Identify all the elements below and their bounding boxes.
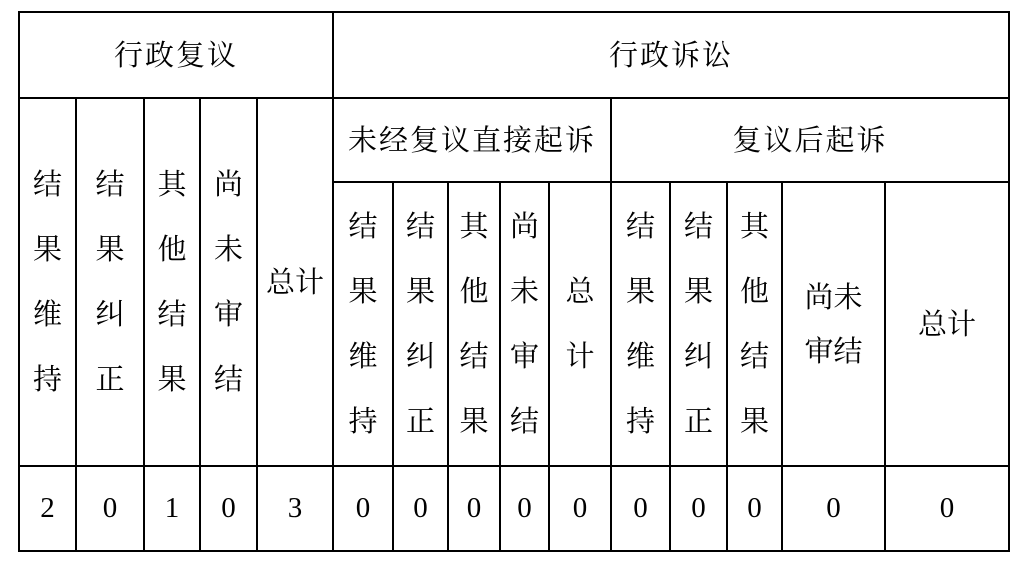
value-cell: 0 [393, 466, 448, 551]
value-cell: 3 [257, 466, 333, 551]
after-review-suit-header: 复议后起诉 [611, 98, 1009, 182]
value-cell: 0 [200, 466, 257, 551]
value-cell: 0 [500, 466, 549, 551]
value-cell: 0 [76, 466, 144, 551]
direct-other-header: 其他结果 [448, 182, 500, 466]
value-cell: 2 [19, 466, 76, 551]
value-cell: 1 [144, 466, 200, 551]
direct-corrected-header: 结果纠正 [393, 182, 448, 466]
value-cell: 0 [549, 466, 611, 551]
direct-maintained-header: 结果维持 [333, 182, 393, 466]
review-other-header: 其他结果 [144, 98, 200, 466]
value-cell: 0 [448, 466, 500, 551]
value-cell: 0 [885, 466, 1009, 551]
review-maintained-header: 结果维持 [19, 98, 76, 466]
direct-pending-header: 尚未审结 [500, 182, 549, 466]
after-other-header: 其他结果 [727, 182, 782, 466]
after-total-header: 总计 [885, 182, 1009, 466]
admin-litigation-header: 行政诉讼 [333, 12, 1009, 98]
review-pending-header: 尚未审结 [200, 98, 257, 466]
after-maintained-header: 结果维持 [611, 182, 670, 466]
direct-suit-header: 未经复议直接起诉 [333, 98, 611, 182]
after-corrected-header: 结果纠正 [670, 182, 727, 466]
review-corrected-header: 结果纠正 [76, 98, 144, 466]
value-cell: 0 [333, 466, 393, 551]
after-pending-header: 尚未审结 [782, 182, 885, 466]
table-row [19, 466, 1009, 551]
review-total-header: 总计 [257, 98, 333, 466]
direct-total-header: 总计 [549, 182, 611, 466]
statistics-table [18, 11, 1010, 552]
value-cell: 0 [611, 466, 670, 551]
value-cell: 0 [782, 466, 885, 551]
value-cell: 0 [670, 466, 727, 551]
value-cell: 0 [727, 466, 782, 551]
admin-review-header: 行政复议 [19, 12, 333, 98]
